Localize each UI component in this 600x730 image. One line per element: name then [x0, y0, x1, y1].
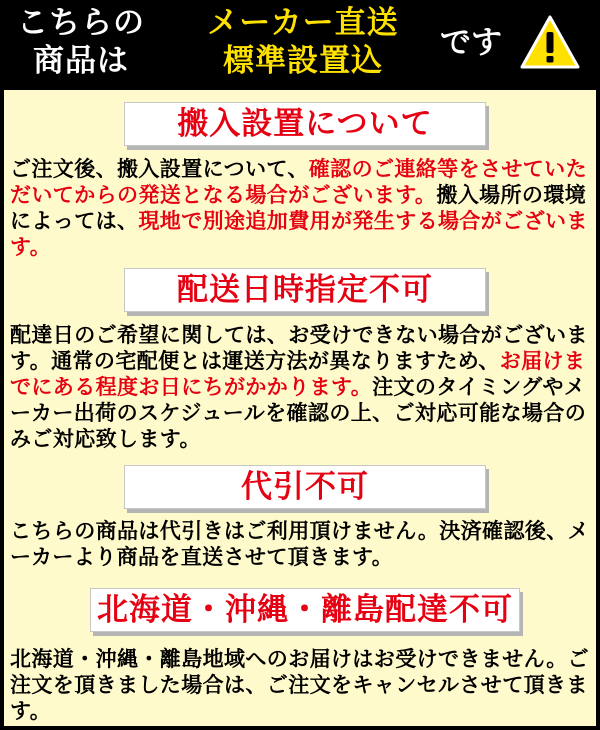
header-right-text: です — [440, 25, 502, 61]
header-highlight-text — [178, 4, 428, 80]
section-title-installation: 搬入設置について — [124, 102, 486, 146]
installation-text-4: 現地で別途追加費用が発生する場合がございます。 — [10, 209, 588, 259]
delivery-date-text-1: 配達日のご希望に関しては、お受けできない場合がございます。通常の宅配便とは運送方法が異なりますため、 — [10, 323, 588, 373]
section-text-remote-areas: 北海道・沖縄・離島地域へのお届けはお受けできません。ご注文を頂きました場合は、ご注文をキャンセルさせて頂きます。 — [10, 647, 590, 723]
installation-text-2: 確認のご連絡等をさせていただいてからの発送となる場合がございます。 — [10, 157, 587, 207]
section-title-remote-areas: 北海道・沖縄・離島配達不可 — [90, 588, 520, 632]
section-title-cod: 代引不可 — [124, 465, 486, 509]
warning-triangle-icon — [520, 14, 580, 70]
header-left-line1: こちらの — [17, 5, 145, 41]
delivery-date-text-2: お届けまでにある程度お日にちがかかります。 — [10, 349, 586, 399]
section-text-delivery-date — [10, 322, 590, 452]
header-mid-line1: メーカー直送 — [207, 5, 399, 41]
installation-text-1: ご注文後、搬入設置について、 — [10, 157, 309, 181]
section-text-cod: こちらの商品は代引きはご利用頂けません。決済確認後、メーカーより商品を直送させて頂きます。 — [10, 519, 590, 569]
installation-text-3: 搬入場所の環境によっては、 — [10, 183, 587, 233]
header-mid-line2: 標準設置込 — [223, 43, 383, 79]
content-panel — [4, 90, 596, 726]
section-title-delivery-date: 配送日時指定不可 — [124, 268, 486, 312]
header — [0, 0, 600, 88]
section-text-installation — [10, 156, 590, 260]
delivery-date-text-3: 注文のタイミングやメーカー出荷のスケジュールを確認の上、ご対応可能な場合のみご対応致します。 — [10, 375, 587, 451]
header-left-line2: 商品は — [33, 43, 129, 79]
header-left-text — [4, 4, 158, 80]
